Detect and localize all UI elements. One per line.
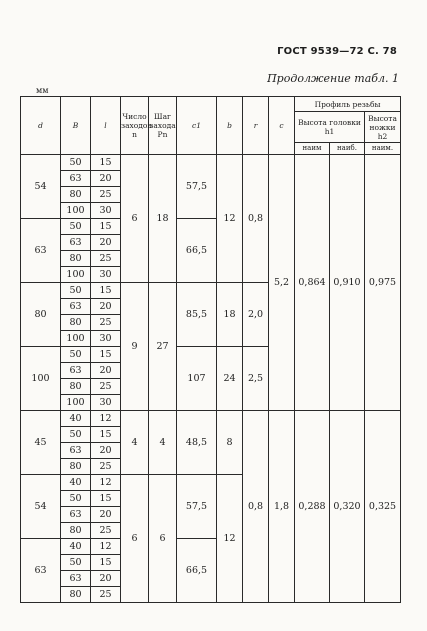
header-row-1 <box>21 97 401 112</box>
cell-l: 15 <box>91 427 121 443</box>
col-header-c1: c1 <box>177 97 217 155</box>
cell-starts: 6 <box>121 475 149 603</box>
cell-c1: 57,5 <box>177 475 217 539</box>
cell-l: 15 <box>91 555 121 571</box>
cell-h1-max: 0,320 <box>330 411 365 603</box>
cell-B: 100 <box>61 267 91 283</box>
cell-l: 15 <box>91 219 121 235</box>
cell-b: 18 <box>217 283 243 347</box>
cell-l: 30 <box>91 267 121 283</box>
cell-l: 15 <box>91 347 121 363</box>
cell-h1-min: 0,864 <box>295 155 330 411</box>
units-label: мм <box>36 86 49 95</box>
cell-B: 63 <box>61 299 91 315</box>
col-header-h1-max: наиб. <box>330 143 365 155</box>
col-header-r: r <box>243 97 269 155</box>
cell-B: 50 <box>61 155 91 171</box>
cell-l: 25 <box>91 587 121 603</box>
cell-B: 50 <box>61 219 91 235</box>
cell-l: 30 <box>91 331 121 347</box>
cell-B: 80 <box>61 459 91 475</box>
cell-r: 0,8 <box>243 155 269 283</box>
col-header-pitch: Шаг захода Pn <box>149 97 177 155</box>
cell-l: 15 <box>91 491 121 507</box>
cell-B: 100 <box>61 203 91 219</box>
cell-B: 63 <box>61 235 91 251</box>
cell-l: 12 <box>91 411 121 427</box>
cell-l: 20 <box>91 299 121 315</box>
cell-B: 80 <box>61 251 91 267</box>
cell-pitch: 18 <box>149 155 177 283</box>
cell-B: 50 <box>61 555 91 571</box>
cell-h1-min: 0,288 <box>295 411 330 603</box>
cell-d: 63 <box>21 539 61 603</box>
cell-d: 45 <box>21 411 61 475</box>
cell-B: 63 <box>61 507 91 523</box>
cell-r: 2,5 <box>243 347 269 411</box>
cell-starts: 9 <box>121 283 149 411</box>
table-row <box>21 411 401 427</box>
cell-l: 25 <box>91 315 121 331</box>
cell-c1: 85,5 <box>177 283 217 347</box>
table-row <box>21 155 401 171</box>
cell-pitch: 6 <box>149 475 177 603</box>
cell-B: 80 <box>61 379 91 395</box>
cell-B: 63 <box>61 363 91 379</box>
cell-B: 80 <box>61 187 91 203</box>
cell-l: 30 <box>91 395 121 411</box>
cell-l: 25 <box>91 523 121 539</box>
cell-h2-min: 0,325 <box>365 411 401 603</box>
cell-l: 20 <box>91 443 121 459</box>
cell-d: 54 <box>21 475 61 539</box>
cell-l: 25 <box>91 187 121 203</box>
cell-B: 40 <box>61 411 91 427</box>
cell-h2-min: 0,975 <box>365 155 401 411</box>
cell-l: 15 <box>91 283 121 299</box>
cell-starts: 6 <box>121 155 149 283</box>
cell-b: 8 <box>217 411 243 475</box>
cell-B: 100 <box>61 331 91 347</box>
cell-B: 63 <box>61 171 91 187</box>
document-number: ГОСТ 9539—72 С. 78 <box>277 46 397 57</box>
cell-B: 50 <box>61 347 91 363</box>
cell-B: 100 <box>61 395 91 411</box>
cell-l: 20 <box>91 363 121 379</box>
cell-c1: 48,5 <box>177 411 217 475</box>
cell-d: 80 <box>21 283 61 347</box>
cell-c1: 57,5 <box>177 155 217 219</box>
col-header-thread-profile: Профиль резьбы <box>295 97 401 112</box>
cell-r: 2,0 <box>243 283 269 347</box>
cell-B: 40 <box>61 475 91 491</box>
cell-l: 20 <box>91 171 121 187</box>
cell-b: 24 <box>217 347 243 411</box>
cell-B: 80 <box>61 587 91 603</box>
cell-B: 50 <box>61 427 91 443</box>
cell-r: 0,8 <box>243 411 269 603</box>
col-header-h1: Высота головки h1 <box>295 112 365 143</box>
cell-c: 1,8 <box>269 411 295 603</box>
col-header-c: c <box>269 97 295 155</box>
cell-b: 12 <box>217 155 243 283</box>
col-header-l: l <box>91 97 121 155</box>
cell-B: 63 <box>61 443 91 459</box>
cell-d: 63 <box>21 219 61 283</box>
col-header-starts: Число заходов n <box>121 97 149 155</box>
cell-l: 20 <box>91 571 121 587</box>
cell-l: 25 <box>91 379 121 395</box>
col-header-b: b <box>217 97 243 155</box>
cell-l: 25 <box>91 251 121 267</box>
cell-B: 63 <box>61 571 91 587</box>
cell-l: 12 <box>91 539 121 555</box>
cell-pitch: 4 <box>149 411 177 475</box>
cell-b: 12 <box>217 475 243 603</box>
col-header-h2: Высота ножки h2 <box>365 112 401 143</box>
cell-h1-max: 0,910 <box>330 155 365 411</box>
cell-l: 12 <box>91 475 121 491</box>
cell-pitch: 27 <box>149 283 177 411</box>
cell-B: 80 <box>61 523 91 539</box>
col-header-h2-min: наим. <box>365 143 401 155</box>
cell-l: 20 <box>91 235 121 251</box>
cell-l: 25 <box>91 459 121 475</box>
specification-table <box>20 96 401 603</box>
cell-starts: 4 <box>121 411 149 475</box>
cell-B: 80 <box>61 315 91 331</box>
col-header-d: d <box>21 97 61 155</box>
col-header-b-width: B <box>61 97 91 155</box>
cell-l: 30 <box>91 203 121 219</box>
cell-B: 40 <box>61 539 91 555</box>
cell-d: 54 <box>21 155 61 219</box>
cell-l: 20 <box>91 507 121 523</box>
cell-c1: 66,5 <box>177 539 217 603</box>
cell-c: 5,2 <box>269 155 295 411</box>
cell-B: 50 <box>61 283 91 299</box>
cell-c1: 107 <box>177 347 217 411</box>
cell-l: 15 <box>91 155 121 171</box>
cell-d: 100 <box>21 347 61 411</box>
col-header-h1-min: наим <box>295 143 330 155</box>
cell-c1: 66,5 <box>177 219 217 283</box>
table-continuation-title: Продолжение табл. 1 <box>267 72 399 85</box>
cell-B: 50 <box>61 491 91 507</box>
